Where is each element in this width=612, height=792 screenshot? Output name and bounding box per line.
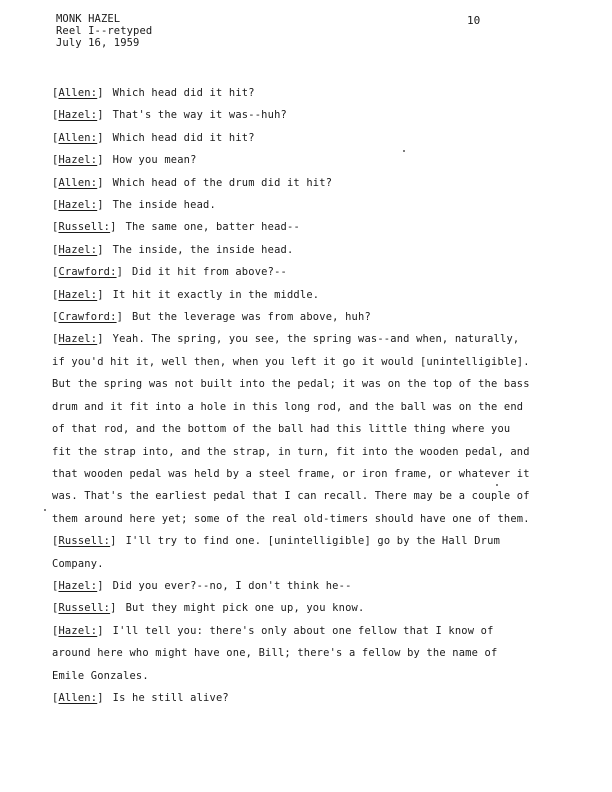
scan-speck — [403, 150, 405, 152]
speaker-label: [Russell:] — [52, 535, 117, 548]
transcript-line — [52, 82, 530, 104]
transcript-line — [52, 172, 530, 194]
header-date: July 16, 1959 — [56, 37, 140, 49]
speaker-label: [Allen:] — [52, 691, 104, 704]
utterance-text: Yeah. The spring, you see, the spring was--and when, naturally, if you'd hit it, well then, when you left it go it would [unintelligible]. But the spring was not built into the pedal; it was on the top of the bass drum and it fit into a hole in this long rod, and the ball was on the end of that rod, and the bottom of the ball had this little thing where you fit the strap into, and the strap, in turn, fit into the wooden pedal, and that wooden pedal was held by a steel frame, or iron frame, or whatever it was. That's the earliest pedal that I can recall. There may be a couple of them around here yet; some of the real old-timers should have one of them. — [52, 333, 530, 525]
utterance-text: I'll tell you: there's only about one fellow that I know of around here who might have one, Bill; there's a fellow by the name of Emile Gonzales. — [52, 624, 498, 682]
utterance-text: The same one, batter head-- — [125, 221, 300, 234]
utterance-text: The inside, the inside head. — [112, 243, 294, 256]
speaker-label: [Hazel:] — [52, 579, 104, 592]
transcript-line — [52, 620, 530, 687]
utterance-text: Is he still alive? — [112, 691, 229, 704]
speaker-label: [Hazel:] — [52, 199, 104, 212]
utterance-text: The inside head. — [112, 199, 216, 212]
utterance-text: Which head of the drum did it hit? — [112, 176, 333, 189]
header-title: MONK HAZEL — [56, 13, 121, 25]
transcript-line — [52, 216, 530, 238]
transcript-line — [52, 284, 530, 306]
speaker-label: [Crawford:] — [52, 266, 124, 279]
speaker-label: [Allen:] — [52, 176, 104, 189]
transcript-line — [52, 328, 530, 530]
utterance-text: Which head did it hit? — [112, 87, 255, 99]
transcript-line — [52, 239, 530, 261]
transcript-body — [52, 82, 530, 709]
speaker-label: [Hazel:] — [52, 288, 104, 301]
utterance-text: It hit it exactly in the middle. — [112, 288, 320, 301]
utterance-text: Did you ever?--no, I don't think he-- — [112, 579, 352, 592]
transcript-line — [52, 306, 530, 328]
transcript-line — [52, 687, 530, 709]
utterance-text: That's the way it was--huh? — [112, 109, 287, 122]
transcript-line — [52, 104, 530, 126]
speaker-label: [Hazel:] — [52, 243, 104, 256]
speaker-label: [Russell:] — [52, 602, 117, 615]
utterance-text: How you mean? — [112, 154, 197, 167]
speaker-label: [Allen:] — [52, 131, 104, 144]
transcript-line — [52, 149, 530, 171]
transcript-line — [52, 261, 530, 283]
transcript-line — [52, 575, 530, 597]
speaker-label: [Allen:] — [52, 87, 104, 99]
utterance-text: But they might pick one up, you know. — [125, 602, 365, 615]
header-reel: Reel I--retyped — [56, 25, 153, 37]
speaker-label: [Hazel:] — [52, 624, 104, 637]
utterance-text: Which head did it hit? — [112, 131, 255, 144]
speaker-label: [Hazel:] — [52, 333, 104, 346]
speaker-label: [Hazel:] — [52, 154, 104, 167]
transcript-line — [52, 597, 530, 619]
speaker-label: [Hazel:] — [52, 109, 104, 122]
transcript-line — [52, 194, 530, 216]
scan-speck — [496, 484, 498, 486]
utterance-text: Did it hit from above?-- — [132, 266, 287, 279]
page-number: 10 — [467, 14, 481, 27]
transcript-line — [52, 127, 530, 149]
scan-speck — [44, 509, 46, 511]
document-header — [56, 13, 152, 49]
transcript-line — [52, 530, 530, 575]
speaker-label: [Russell:] — [52, 221, 117, 234]
speaker-label: [Crawford:] — [52, 311, 124, 324]
utterance-text: But the leverage was from above, huh? — [132, 311, 371, 324]
utterance-text: I'll try to find one. [unintelligible] go by the Hall Drum Company. — [52, 535, 501, 570]
